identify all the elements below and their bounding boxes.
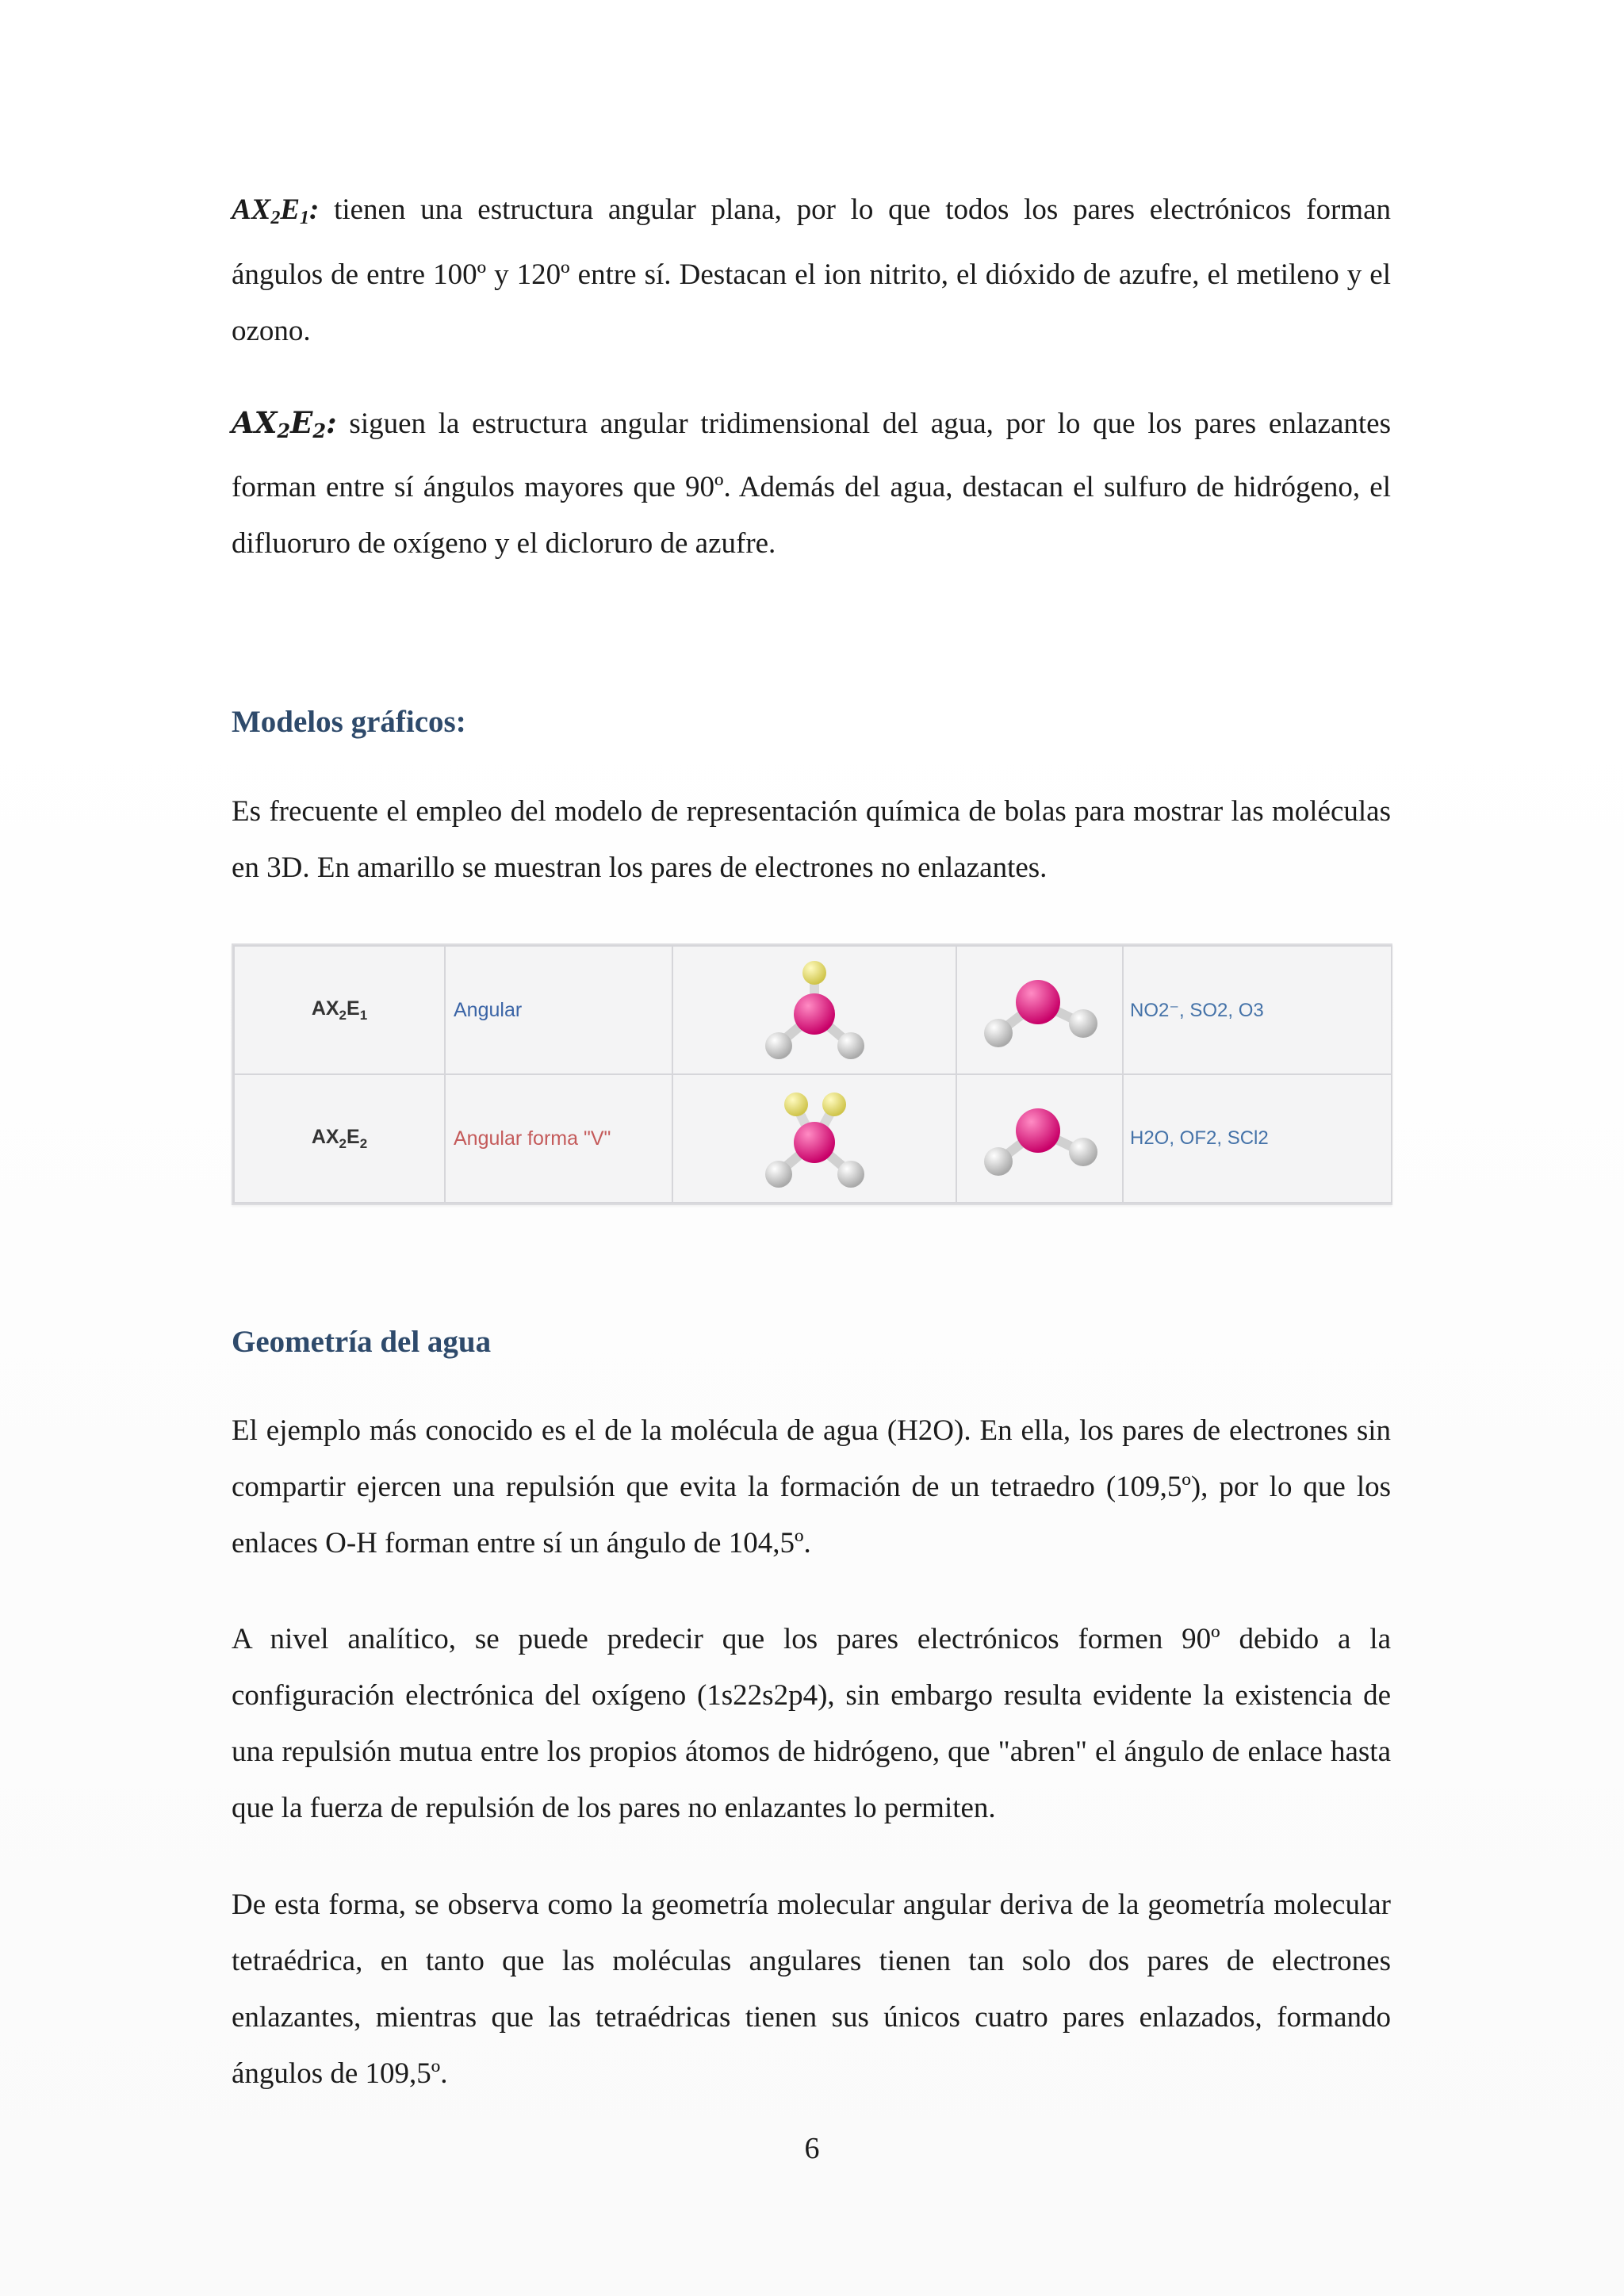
paragraph-water-2-text: A nivel analítico, se puede predecir que los pares electrónicos formen 90º debido a la configuración electrónica del oxígeno (1s22s2p4), sin embargo resulta evidente la existencia de una repulsión mutua entre los propios átomos de hidrógeno, que "abren" el ángulo de enlace hasta que la fuerza de repulsión de los pares no enlazantes lo permiten. — [232, 1623, 1391, 1824]
ball-model-lone-pairs-image — [672, 946, 956, 1074]
heading-water-geometry: Geometría del agua — [232, 1325, 492, 1359]
ax2e2-ball-model-icon — [968, 1095, 1111, 1182]
term-ax2e2: $AX_2E_2$: — [232, 405, 337, 442]
examples-cell: H2O, OF2, SCl2 — [1123, 1074, 1392, 1203]
ball-model-image — [956, 946, 1123, 1074]
term-ax2e1: $AX_2E_1$: — [232, 193, 320, 228]
ax2e1-ball-model-icon — [968, 966, 1111, 1054]
ax2e1-lone-pair-model-icon — [747, 951, 882, 1070]
paragraph-water-1-text: El ejemplo más conocido es el de la molécula de agua (H2O). En ella, los pares de electrones sin compartir ejercen una repulsión que evita la formación de un tetraedro (109,5º), por lo que los enlaces O-H forman entre sí un ángulo de 104,5º. — [232, 1414, 1391, 1559]
page-number: 6 — [804, 2132, 820, 2165]
paragraph-ax2e1 — [232, 182, 1391, 359]
ax2e2-lone-pair-model-icon — [747, 1079, 882, 1198]
table-row — [234, 946, 1392, 1074]
shape-name-cell: Angular — [445, 946, 672, 1074]
paragraph-ax2e1-text: tienen una estructura angular plana, por lo que todos los pares electrónicos forman ángulos de entre 100º y 120º entre sí. Destacan el ion nitrito, el dióxido de azufre, el metileno y el ozono. — [232, 193, 1391, 347]
ball-model-image — [956, 1074, 1123, 1203]
paragraph-water-2 — [232, 1611, 1391, 1836]
paragraph-water-1 — [232, 1402, 1391, 1571]
molecular-geometry-table — [232, 943, 1392, 1205]
paragraph-ax2e2 — [232, 395, 1391, 572]
ball-model-lone-pairs-image — [672, 1074, 956, 1203]
heading-models: Modelos gráficos: — [232, 705, 466, 739]
paragraph-ax2e2-text: siguen la estructura angular tridimensional del agua, por lo que los pares enlazantes forman entre sí ángulos mayores que 90º. Además del agua, destacan el sulfuro de hidrógeno, el difluoruro de oxígeno y el dicloruro de azufre. — [232, 408, 1391, 560]
paragraph-models-text: Es frecuente el empleo del modelo de representación química de bolas para mostrar las moléculas en 3D. En amarillo se muestran los pares de electrones no enlazantes. — [232, 795, 1391, 884]
paragraph-water-3 — [232, 1877, 1391, 2102]
paragraph-models — [232, 783, 1391, 896]
examples-cell: NO2⁻, SO2, O3 — [1123, 946, 1392, 1074]
formula-cell: $AX_2E_2$ — [234, 1074, 445, 1203]
table-row — [234, 1074, 1392, 1203]
formula-cell: $AX_2E_1$ — [234, 946, 445, 1074]
paragraph-water-3-text: De esta forma, se observa como la geometría molecular angular deriva de la geometría molecular tetraédrica, en tanto que las moléculas angulares tienen tan solo dos pares de electrones enlazantes, mientras que las tetraédricas tienen sus únicos cuatro pares enlazados, formando ángulos de 109,5º. — [232, 1888, 1391, 2090]
shape-name-cell: Angular forma "V" — [445, 1074, 672, 1203]
